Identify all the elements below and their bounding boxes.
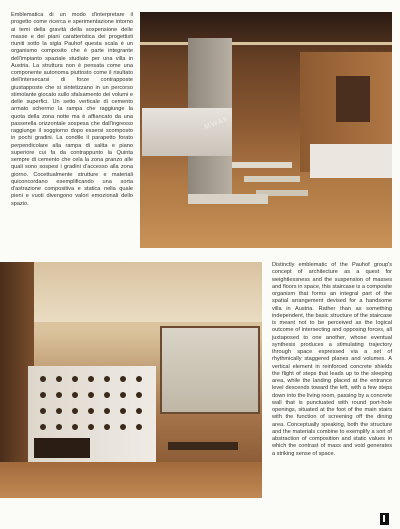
- porthole-opening: [72, 424, 78, 430]
- ceiling-beams: [140, 12, 392, 42]
- porthole-opening: [120, 376, 126, 382]
- porthole-opening: [120, 392, 126, 398]
- porthole-opening: [56, 392, 62, 398]
- italian-text-column: Emblematica di un modo d'interpretare il progetto come ricerca e sperimentazione intorno ai temi della gravità della sospensione delle masse e dei piani caratteristica dei progettisti riuniti sotto la sigla Pauhof questa scala è un organismo composito che è parte integrante dell'impianto spaziale studiato per una villa in Austria. La struttura non è pensata come una componente autonoma piuttosto come il risultato dell'intersecarsi di forze contrapposte giustapposte che si sintetizzano in un percorso stimolante giocato sullo sfalsamento dei volumi e delle superfici. Un setto verticale di cemento armato schermo la rampa che raggiunge la quota della zona notte ma è affiancato da una passerella orizzontale sospesa che dall'ingresso raggiunge il soggiorno dopo essersi scomposto in pochi gradini. La condile il parapetto forato perpendicolare alla rampa di salita e piano superiore cui fa da contrappunto la Quinta sempre di cemento che cela la zona pranzo alle quali sono sospesi i gradini d'accesso alla zona giorno. Cocettualmente strutture e materiali quiconcordano esemplificando una sorta d'astrazione compositiva e statica nella quale pieni e vuoti divengono valori emozionali dello spazio.: [11, 12, 133, 207]
- porthole-opening: [104, 424, 110, 430]
- staircase-photo: [140, 12, 392, 248]
- fireplace-opening: [34, 438, 90, 458]
- porthole-opening: [72, 392, 78, 398]
- english-text-column: Distinctly emblematic of the Pauhof group's concept of architecture as a quest for weightlessness and the suspension of masses and floors in space, this staircase is a composite organism that forms an integral part of the spatial arrangement devised for a handsome villa in Austria. Rather than as something independent, the basic structure of the staircase is meant not to be perceived as the logical outcome of intersecting and opposing forces, all juxtaposed to one another, whose eventual synthesis produces a stimulating trajectory through space expressed via a set of rhythmically staggered planes and volumes. A vertical element in reinforced concrete shields the flight of steps that leads up to the sleeping area, while the landing placed at the entrance level descends toward the left, with a few steps down into the living room, passing by a concrete wall that is punctuated with round port-hole openings, situated at the foot of the main stairs with the function of screening off the dining area. Conceptually speaking, both the structure and the materials combine to exemplify a sort of abstraction of composition and static values in which the contrast of mass and void generates a striking sense of space.: [272, 262, 393, 457]
- porthole-opening: [136, 392, 142, 398]
- porthole-opening: [120, 408, 126, 414]
- low-table: [168, 442, 238, 450]
- ceiling-light-strip: [140, 42, 392, 45]
- porthole-opening: [40, 408, 46, 414]
- page-number-tab: [380, 513, 389, 525]
- porthole-opening: [56, 424, 62, 430]
- watermark: MWAY: [203, 115, 230, 132]
- bookshelf: [336, 76, 370, 122]
- floor-step: [188, 194, 268, 204]
- porthole-opening: [72, 408, 78, 414]
- perforated-wall-photo: [0, 262, 262, 498]
- porthole-opening: [136, 408, 142, 414]
- porthole-opening: [88, 408, 94, 414]
- porthole-opening: [88, 424, 94, 430]
- porthole-opening: [88, 376, 94, 382]
- porthole-opening: [104, 376, 110, 382]
- porthole-opening: [104, 408, 110, 414]
- wood-floor: [140, 202, 392, 248]
- porthole-opening: [56, 376, 62, 382]
- porthole-opening: [136, 376, 142, 382]
- porthole-opening: [56, 408, 62, 414]
- porthole-opening: [40, 376, 46, 382]
- porthole-opening: [40, 424, 46, 430]
- porthole-opening: [40, 392, 46, 398]
- stair-tread: [244, 176, 300, 182]
- porthole-opening: [72, 376, 78, 382]
- porthole-opening: [104, 392, 110, 398]
- porthole-opening: [120, 424, 126, 430]
- stair-tread: [232, 162, 292, 168]
- porthole-opening: [136, 424, 142, 430]
- concrete-landing: [142, 108, 232, 156]
- wood-floor: [0, 462, 262, 498]
- ceiling: [34, 262, 262, 322]
- window: [160, 326, 260, 414]
- porthole-opening: [88, 392, 94, 398]
- white-counter: [310, 144, 392, 178]
